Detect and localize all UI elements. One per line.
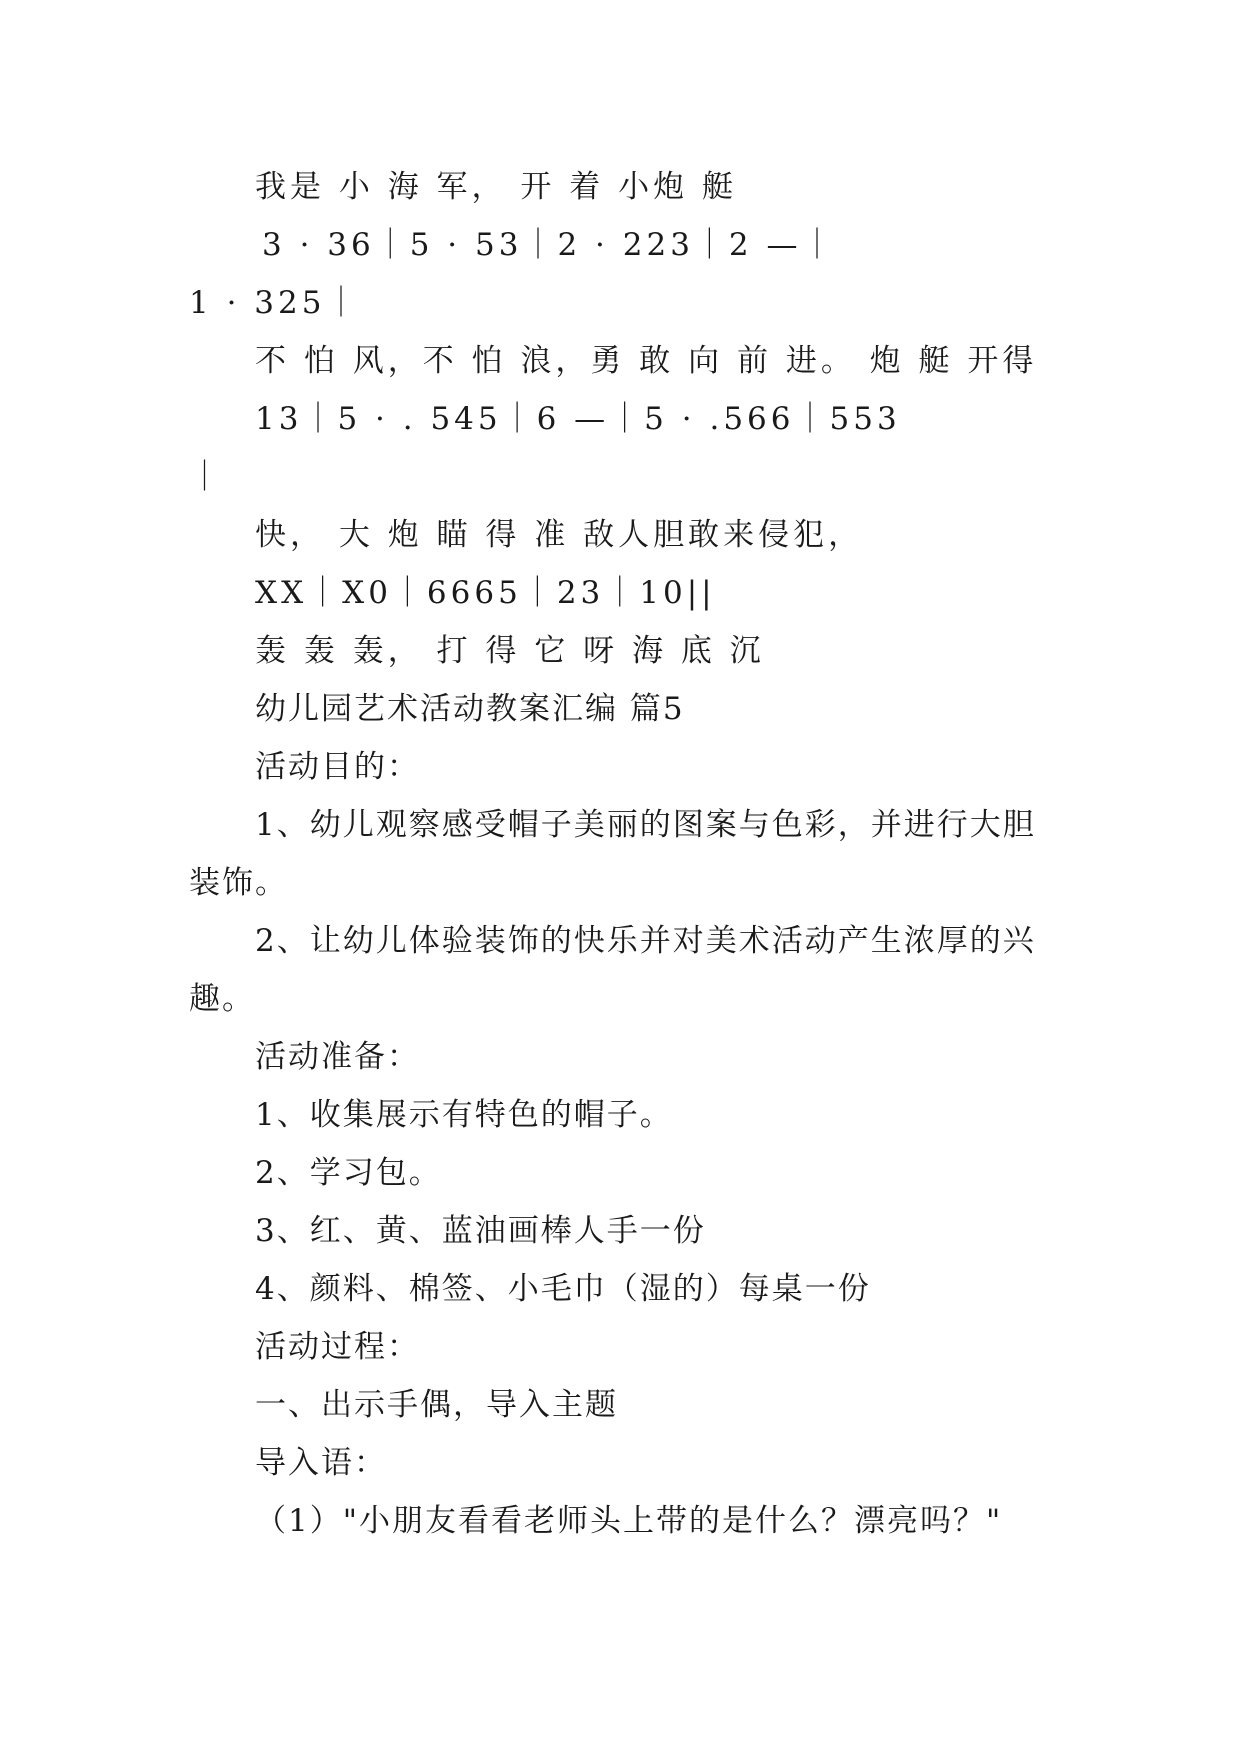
goal-item-1: 1、幼儿观察感受帽子美丽的图案与色彩，并进行大胆 [255,807,1036,843]
prep-item-1: 1、收集展示有特色的帽子。 [255,1097,673,1133]
notation-line-1: 3 · 36｜5 · 53｜2 · 223｜2 —｜ [262,227,837,263]
lyric-line-4: 轰 轰 轰， 打 得 它 呀 海 底 沉 [255,633,765,669]
lyric-line-3: 快， 大 炮 瞄 得 准 敌人胆敢来侵犯， [255,517,864,553]
activity-prep-heading: 活动准备： [255,1039,420,1075]
notation-line-3: XX｜X0｜6665｜23｜10|| [255,575,716,611]
notation-line-2: 13｜5 · . 545｜6 —｜5 · .566｜553 [255,401,901,437]
prep-item-2: 2、学习包。 [255,1155,442,1191]
notation-line-2-cont: ｜ [189,459,222,495]
goal-item-2: 2、让幼儿体验装饰的快乐并对美术活动产生浓厚的兴 [255,923,1036,959]
goal-item-2-cont: 趣。 [189,981,255,1017]
lyric-line-1: 我是 小 海 军， 开 着 小炮 艇 [255,169,737,205]
prep-item-3: 3、红、黄、蓝油画棒人手一份 [255,1213,706,1249]
prep-item-4: 4、颜料、棉签、小毛巾（湿的）每桌一份 [255,1271,871,1307]
intro-label: 导入语： [255,1445,387,1481]
intro-question: （1）"小朋友看看老师头上带的是什么？漂亮吗？" [255,1503,1003,1539]
lyric-line-2: 不 怕 风，不 怕 浪，勇 敢 向 前 进。 炮 艇 开得 [255,343,1038,379]
activity-goal-heading: 活动目的： [255,749,420,785]
notation-line-1-cont: 1 · 325｜ [189,285,361,321]
activity-process-heading: 活动过程： [255,1329,420,1365]
section-heading: 幼儿园艺术活动教案汇编 篇5 [255,691,685,727]
process-step-1: 一、出示手偶，导入主题 [255,1387,618,1423]
goal-item-1-cont: 装饰。 [189,865,288,901]
